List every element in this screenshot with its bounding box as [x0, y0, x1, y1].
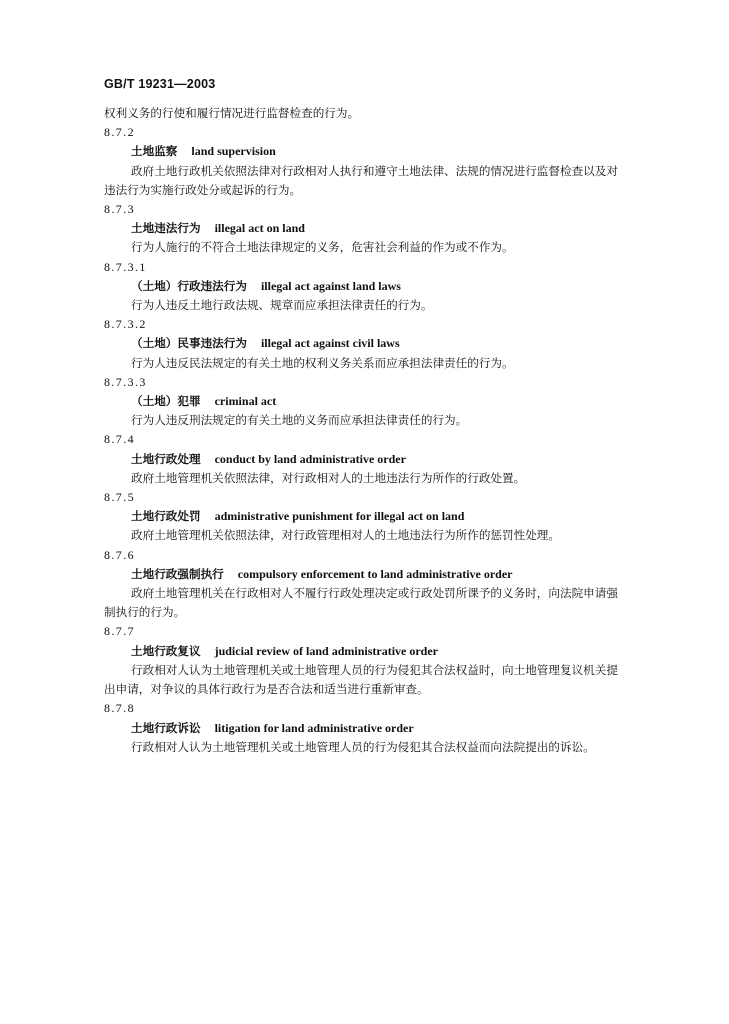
definition-line: 制执行的行为。: [104, 605, 186, 620]
term-heading: [104, 219, 694, 238]
term-english: illegal act against civil laws: [260, 336, 400, 351]
term-english: illegal act on land: [214, 221, 305, 236]
term-chinese: 土地监察: [131, 144, 178, 159]
term-chinese: 土地违法行为: [131, 221, 201, 236]
definition-line: 行为人违反民法规定的有关土地的权利义务关系而应承担法律责任的行为。: [131, 355, 514, 370]
clause-number: 8.7.3.1: [104, 259, 147, 274]
term-entry: [104, 488, 694, 546]
term-chinese: （土地）犯罪: [131, 394, 201, 409]
definition-line: 行政相对人认为土地管理机关或土地管理人员的行为侵犯其合法权益时，向土地管理复议机关提: [131, 662, 618, 677]
term-entry: [104, 546, 694, 623]
term-heading: [104, 142, 694, 161]
term-english: land supervision: [191, 144, 276, 159]
definition-line: 出申请，对争议的具体行政行为是否合法和适当进行重新审查。: [104, 682, 429, 697]
term-heading: [104, 277, 694, 296]
term-heading: [104, 392, 694, 411]
clause-number: 8.7.2: [104, 125, 135, 140]
term-entry: [104, 258, 694, 316]
term-chinese: （土地）民事违法行为: [131, 336, 247, 351]
term-entry: [104, 123, 694, 200]
intro-continuation-text: 权利义务的行使和履行情况进行监督检查的行为。: [104, 106, 360, 120]
definition-line: 行政相对人认为土地管理机关或土地管理人员的行为侵犯其合法权益而向法院提出的诉讼。: [131, 739, 595, 754]
term-entries: [104, 123, 694, 757]
term-english: litigation for land administrative order: [214, 720, 414, 735]
document-body: [104, 104, 694, 757]
term-heading: [104, 565, 694, 584]
clause-number: 8.7.8: [104, 701, 135, 716]
term-entry: [104, 373, 694, 431]
clause-number: 8.7.3.3: [104, 374, 147, 389]
clause-number: 8.7.7: [104, 624, 135, 639]
definition-line: 违法行为实施行政处分或起诉的行为。: [104, 182, 302, 197]
term-chinese: 土地行政强制执行: [131, 566, 224, 581]
term-english: compulsory enforcement to land administrative order: [237, 566, 513, 581]
term-heading: [104, 450, 694, 469]
definition-line: 政府土地行政机关依照法律对行政相对人执行和遵守土地法律、法规的情况进行监督检查以及对: [131, 163, 618, 178]
term-entry: [104, 699, 694, 757]
term-heading: [104, 642, 694, 661]
definition-line: 政府土地管理机关在行政相对人不履行行政处理决定或行政处罚所课予的义务时，向法院申请强: [131, 586, 618, 601]
definition-line: 政府土地管理机关依照法律，对行政相对人的土地违法行为所作的行政处置。: [131, 470, 526, 485]
clause-number: 8.7.4: [104, 432, 135, 447]
definition-line: 行为人违反土地行政法规、规章而应承担法律责任的行为。: [131, 298, 433, 313]
term-heading: [104, 507, 694, 526]
term-entry: [104, 200, 694, 258]
clause-number: 8.7.3.2: [104, 317, 147, 332]
clause-number: 8.7.3: [104, 202, 135, 217]
term-chinese: 土地行政复议: [131, 643, 201, 658]
standard-code-header: GB/T 19231—2003: [104, 77, 216, 91]
term-entry: [104, 622, 694, 699]
term-chinese: 土地行政处罚: [131, 509, 201, 524]
term-chinese: 土地行政处理: [131, 451, 201, 466]
term-english: administrative punishment for illegal act on land: [214, 509, 465, 524]
term-entry: [104, 315, 694, 373]
definition-line: 行为人施行的不符合土地法律规定的义务，危害社会利益的作为或不作为。: [131, 240, 514, 255]
term-english: illegal act against land laws: [260, 278, 401, 293]
clause-number: 8.7.5: [104, 490, 135, 505]
term-english: criminal act: [214, 394, 277, 409]
term-chinese: 土地行政诉讼: [131, 720, 201, 735]
definition-line: 行为人违反刑法规定的有关土地的义务而应承担法律责任的行为。: [131, 413, 468, 428]
term-entry: [104, 430, 694, 488]
term-english: judicial review of land administrative order: [214, 643, 439, 658]
term-heading: [104, 334, 694, 353]
definition-line: 政府土地管理机关依照法律，对行政管理相对人的土地违法行为所作的惩罚性处理。: [131, 528, 560, 543]
term-english: conduct by land administrative order: [214, 451, 406, 466]
clause-number: 8.7.6: [104, 547, 135, 562]
term-chinese: （土地）行政违法行为: [131, 278, 247, 293]
term-heading: [104, 719, 694, 738]
